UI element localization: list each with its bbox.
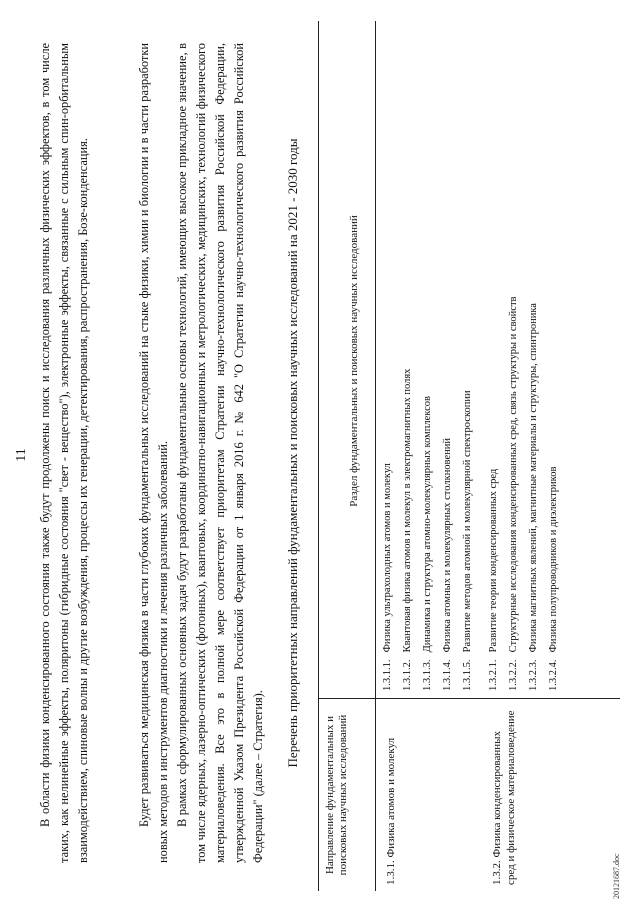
table-row	[504, 31, 524, 691]
priority-table	[318, 21, 620, 891]
item-code: 1.3.2.1.	[488, 659, 499, 691]
item-code: 1.3.2.4.	[548, 659, 559, 691]
category-atoms-molecules: 1.3.1. Физика атомов и молекул	[385, 737, 397, 885]
table-row	[398, 31, 418, 691]
table-row	[438, 31, 458, 691]
column-divider	[318, 698, 620, 699]
category-condensed-matter: 1.3.2. Физика конденсированных сред и физическое материаловедение	[491, 710, 517, 885]
column-header-section: Раздел фундаментальных и поисковых научных исследований	[348, 215, 360, 507]
item-code: 1.3.1.3.	[422, 659, 433, 691]
paragraph-text: Будет развиваться медицинская физика в части глубоких фундаментальных исследований на стыке физики, химии и биологии и в части разработки новых методов и инструментов диагностики и лечения различных заболеваний.	[137, 43, 170, 863]
item-text: Физика атомных и молекулярных столкновений	[442, 438, 453, 653]
item-text: Физика полупроводников и диэлектриков	[548, 466, 559, 653]
item-text: Динамика и структура атомно-молекулярных комплексов	[422, 395, 433, 653]
page-number: 11	[14, 448, 29, 462]
item-code: 1.3.1.5.	[462, 659, 473, 691]
table-row	[418, 31, 438, 691]
item-code: 1.3.2.3.	[528, 659, 539, 691]
item-code: 1.3.1.1.	[382, 659, 393, 691]
table-row	[524, 31, 544, 691]
item-code: 1.3.1.2.	[402, 659, 413, 691]
item-code: 1.3.1.4.	[442, 659, 453, 691]
item-text: Физика ультрахолодных атомов и молекул	[382, 463, 393, 653]
document-code: 20121687.doc	[612, 853, 621, 899]
table-row	[544, 31, 564, 691]
item-code: 1.3.2.2.	[508, 659, 519, 691]
column-header-direction: Направление фундаментальных и поисковых научных исследований	[324, 714, 349, 876]
paragraph-text: В области физики конденсированного состояния также будут продолжены поиск и исследования различных физических эффектов, в том числе таких, как нелинейные эффекты, поляритоны (гибридные состояния "свет - вещество"), электронные эффекты, связанные с сильным спин-орбитальным взаимодействием, спиновые волны и другие возбуждения, процессы их генерации, детектирования, распространения, Бозе-конденсация.	[38, 43, 90, 863]
paragraph-technologies	[173, 43, 268, 863]
paragraph-condensed-matter	[36, 43, 93, 863]
table-row	[484, 31, 504, 691]
paragraph-text: В рамках сформулированных основных задач будут разработаны фундаментальные основы технологий, имеющих высокое прикладное значение, в том числе ядерных, лазерно-оптических (фотонных), квантовых, координатно-навигационных и метрологических, медицинских, технологий физического материаловедения. Все это в полной мере соответствует приоритетам Стратегии научно-технологического развития Российской Федерации, утвержденной Указом Президента Российской Федерации от 1 января 2016 г. № 642 "О Стратегии научно-технологического развития Российской Федерации" (далее – Стратегия).	[175, 43, 265, 863]
table-heading: Перечень приоритетных направлений фундаментальных и поисковых научных исследований на 2021 - 2030 годы	[285, 138, 300, 768]
paragraph-medical-physics	[135, 43, 173, 863]
table-row	[458, 31, 478, 691]
item-text: Структурные исследования конденсированных сред, связь структуры и свойств	[508, 296, 519, 653]
item-text: Развитие методов атомной и молекулярной спектроскопии	[462, 390, 473, 653]
table-row	[378, 31, 398, 691]
item-text: Развитие теории конденсированных сред	[488, 468, 499, 653]
item-text: Квантовая физика атомов и молекул в электромагнитных полях	[402, 368, 413, 653]
item-text: Физика магнитных явлений, магнитные материалы и структуры, спинтроника	[528, 303, 539, 653]
